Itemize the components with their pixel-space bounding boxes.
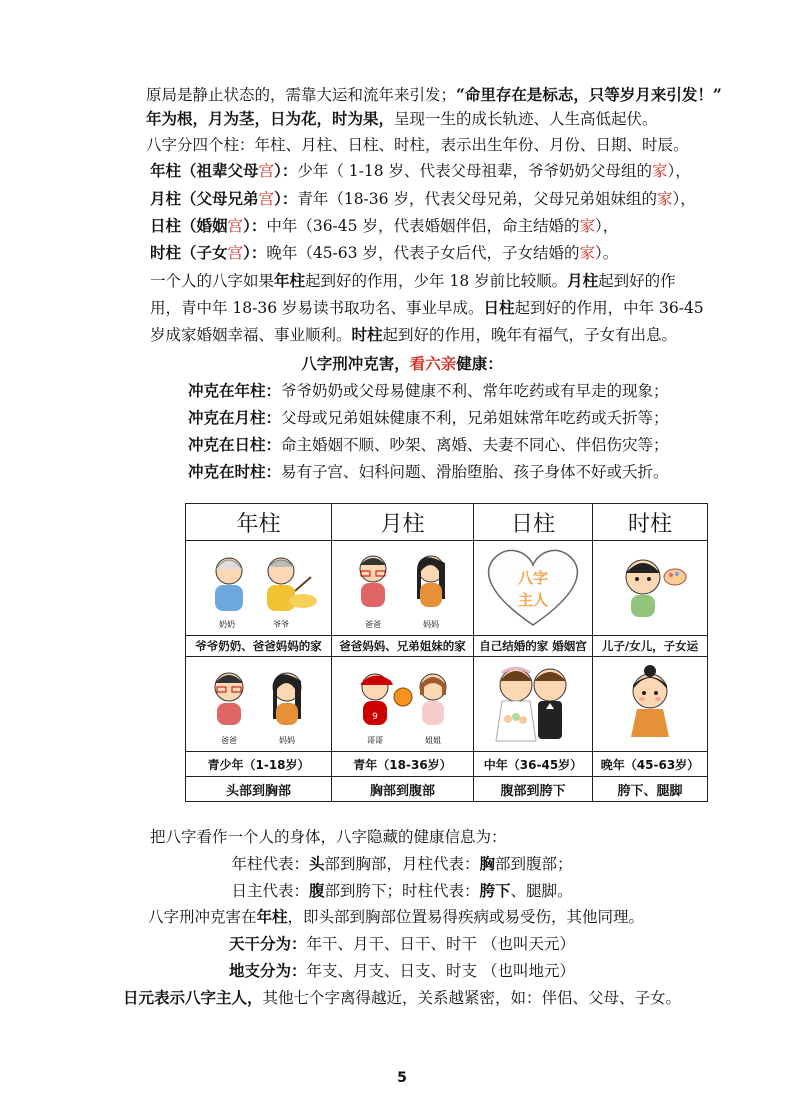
health-item-day: 冲克在日柱：命主婚姻不顺、吵架、离婚、夫妻不同心、伴侣伤灾等；	[188, 435, 669, 454]
girl-icon	[595, 657, 705, 747]
page-number: 5	[397, 1070, 407, 1086]
table-body-row	[186, 777, 708, 802]
effects-line-2: 用，青中年 18-36 岁易读书取功名、事业早成。日柱起到好的作用，中年 36-45	[150, 298, 704, 317]
parents-2-icon	[189, 657, 329, 747]
siblings-icon	[335, 657, 471, 747]
table-picture-row-1	[186, 541, 708, 636]
body-day: 腹部到胯下	[474, 777, 593, 802]
age-year: 青少年（1-18岁）	[186, 752, 332, 777]
pillars-table	[185, 503, 708, 802]
label-brother: 哥哥	[366, 736, 383, 745]
body-year: 头部到胸部	[186, 777, 332, 802]
bottom-line-1: 把八字看作一个人的身体，八字隐藏的健康信息为：	[150, 828, 507, 846]
grandparents-illustration	[186, 541, 332, 636]
intro-line-3: 八字分四个柱：年柱、月柱、日柱、时柱，表示出生年份、月份、日期、时辰。	[146, 136, 689, 154]
caption-hour: 儿子/女儿，子女运	[593, 636, 708, 657]
bottom-line-6: 地支分为：年支、月支、日支、时支 （也叫地元）	[229, 961, 575, 980]
header-year: 年柱	[186, 504, 332, 541]
label-mom-2: 妈妈	[278, 736, 295, 745]
pillar-line-hour: 时柱（子女宫）：晚年（45-63 岁，代表子女后代，子女结婚的家）。	[150, 243, 619, 262]
girl-illustration	[593, 657, 708, 752]
age-month: 青年（18-36岁）	[332, 752, 474, 777]
heart-icon	[476, 541, 590, 631]
health-item-month: 冲克在月柱：父母或兄弟姐妹健康不利，兄弟姐妹常年吃药或夭折等；	[188, 408, 669, 427]
table-picture-row-2	[186, 657, 708, 752]
effects-line-1: 一个人的八字如果年柱起到好的作用，少年 18 岁前比较顺。月柱起到好的作	[150, 271, 676, 290]
body-month: 胸部到腹部	[332, 777, 474, 802]
pillar-line-day: 日柱（婚姻宫）：中年（36-45 岁，代表婚姻伴侣，命主结婚的家），	[150, 216, 619, 235]
svg-text:9: 9	[371, 712, 378, 722]
bottom-line-7: 日元表示八字主人，其他七个字离得越近，关系越紧密，如：伴侣、父母、子女。	[122, 988, 682, 1007]
child-illustration	[593, 541, 708, 636]
health-item-hour: 冲克在时柱：易有子宫、妇科问题、滑胎堕胎、孩子身体不好或夭折。	[188, 462, 669, 481]
heart-text-2: 主人	[517, 591, 549, 609]
effects-line-3: 岁成家婚姻幸福、事业顺利。时柱起到好的作用，晚年有福气，子女有出息。	[150, 325, 678, 344]
health-title: 八字刑冲克害，看六亲健康：	[301, 354, 503, 373]
wedding-couple-icon	[476, 657, 590, 747]
body-hour: 胯下、腿脚	[593, 777, 708, 802]
bottom-line-2: 年柱代表：头部到胸部，月柱代表：胸部到腹部；	[231, 854, 573, 873]
age-hour: 晚年（45-63岁）	[593, 752, 708, 777]
label-sister: 姐姐	[424, 736, 441, 745]
label-grandma: 奶奶	[218, 620, 235, 629]
label-dad-2: 爸爸	[220, 736, 237, 745]
parents-icon	[335, 541, 471, 631]
health-item-year: 冲克在年柱：爷爷奶奶或父母易健康不利、常年吃药或有早走的现象；	[188, 381, 669, 400]
parents-illustration	[332, 541, 474, 636]
table-header-row	[186, 504, 708, 541]
table-caption-row	[186, 636, 708, 657]
bottom-line-4: 八字刑冲克害在年柱，即头部到胸部位置易得疾病或易受伤，其他同理。	[148, 907, 645, 926]
header-month: 月柱	[332, 504, 474, 541]
header-hour: 时柱	[593, 504, 708, 541]
grandparents-icon	[189, 541, 329, 631]
siblings-illustration	[332, 657, 474, 752]
age-day: 中年（36-45岁）	[474, 752, 593, 777]
pillar-line-month: 月柱（父母兄弟宫）：青年（18-36 岁，代表父母兄弟，父母兄弟姐妹组的家），	[150, 189, 696, 208]
header-day: 日柱	[474, 504, 593, 541]
intro-line-2: 年为根，月为茎，日为花，时为果，呈现一生的成长轨迹、人生高低起伏。	[146, 109, 658, 128]
youth-parents-illustration	[186, 657, 332, 752]
heart-text-1: 八字	[517, 569, 549, 587]
heart-illustration	[474, 541, 593, 636]
couple-illustration	[474, 657, 593, 752]
caption-month: 爸爸妈妈、兄弟姐妹的家	[332, 636, 474, 657]
bottom-line-5: 天干分为：年干、月干、日干、时干 （也叫天元）	[229, 934, 575, 953]
label-dad: 爸爸	[364, 620, 381, 629]
table-ages-row	[186, 752, 708, 777]
intro-line-1: 原局是静止状态的，需靠大运和流年来引发；“命里存在是标志，只等岁月来引发！”	[146, 85, 722, 104]
bottom-line-3: 日主代表：腹部到胯下；时柱代表：胯下、腿脚。	[231, 881, 573, 900]
caption-year: 爷爷奶奶、爸爸妈妈的家	[186, 636, 332, 657]
label-grandpa: 爷爷	[272, 620, 289, 629]
pillar-line-year: 年柱（祖辈父母宫）：少年（ 1-18 岁、代表父母祖辈，爷爷奶奶父母组的家），	[150, 161, 691, 180]
label-mom: 妈妈	[422, 620, 439, 629]
caption-day: 自己结婚的家 婚姻宫	[474, 636, 593, 657]
child-icon	[595, 541, 705, 631]
